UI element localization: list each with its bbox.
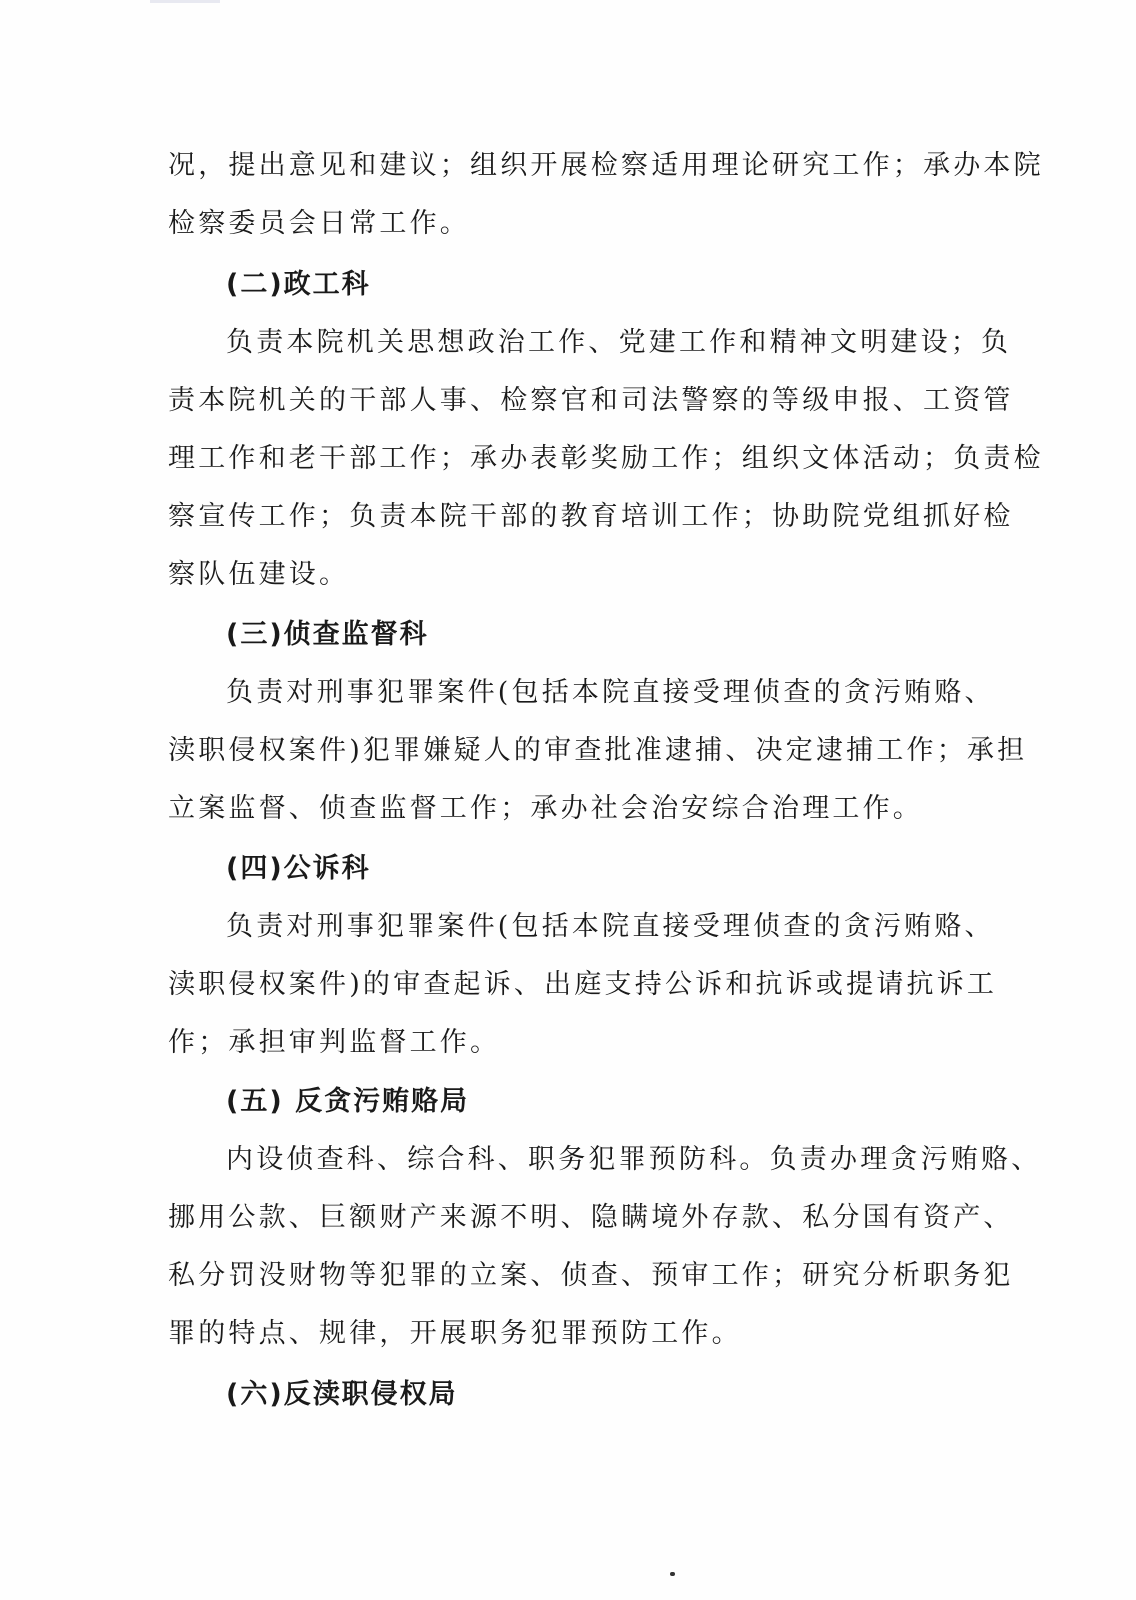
section-heading: (三)侦查监督科 xyxy=(226,619,429,650)
scan-artifact xyxy=(150,0,220,3)
section-heading: (四)公诉科 xyxy=(226,853,371,884)
section-zhencha-jiandu xyxy=(168,606,1028,838)
section-line: 罪的特点、规律，开展职务犯罪预防工作。 xyxy=(168,1318,742,1349)
section-gongsu xyxy=(168,840,998,1072)
section-line: 私分罚没财物等犯罪的立案、侦查、预审工作；研究分析职务犯 xyxy=(168,1260,1014,1291)
section-fantan xyxy=(168,1073,1042,1363)
section-line: 察队伍建设。 xyxy=(168,559,350,590)
section-line: 责本院机关的干部人事、检察官和司法警察的等级申报、工资管 xyxy=(168,385,1014,416)
section-line: 负责对刑事犯罪案件(包括本院直接受理侦查的贪污贿赂、 xyxy=(226,677,995,708)
section-line: 察宣传工作；负责本院干部的教育培训工作；协助院党组抓好检 xyxy=(168,501,1014,532)
section-line: 负责本院机关思想政治工作、党建工作和精神文明建设；负 xyxy=(226,327,1012,358)
section-heading: (五) 反贪污贿赂局 xyxy=(226,1086,470,1117)
intro-line-1: 况，提出意见和建议；组织开展检察适用理论研究工作；承办本院 xyxy=(168,150,1044,181)
section-line: 理工作和老干部工作；承办表彰奖励工作；组织文体活动；负责检 xyxy=(168,443,1044,474)
page-mark xyxy=(670,1572,675,1576)
section-line: 负责对刑事犯罪案件(包括本院直接受理侦查的贪污贿赂、 xyxy=(226,911,995,942)
intro-paragraph xyxy=(168,137,1044,253)
section-heading: (六)反渎职侵权局 xyxy=(226,1379,458,1410)
section-line: 作；承担审判监督工作。 xyxy=(168,1027,501,1058)
section-line: 内设侦查科、综合科、职务犯罪预防科。负责办理贪污贿赂、 xyxy=(226,1144,1042,1175)
section-fandu xyxy=(168,1366,958,1424)
section-line: 渎职侵权案件)犯罪嫌疑人的审查批准逮捕、决定逮捕工作；承担 xyxy=(168,735,1028,766)
section-zhenggong xyxy=(168,256,1044,604)
section-line: 挪用公款、巨额财产来源不明、隐瞒境外存款、私分国有资产、 xyxy=(168,1202,1014,1233)
intro-line-2: 检察委员会日常工作。 xyxy=(168,208,470,239)
section-line: 渎职侵权案件)的审查起诉、出庭支持公诉和抗诉或提请抗诉工 xyxy=(168,969,998,1000)
section-heading: (二)政工科 xyxy=(226,269,371,300)
section-line: 立案监督、侦查监督工作；承办社会治安综合治理工作。 xyxy=(168,793,923,824)
